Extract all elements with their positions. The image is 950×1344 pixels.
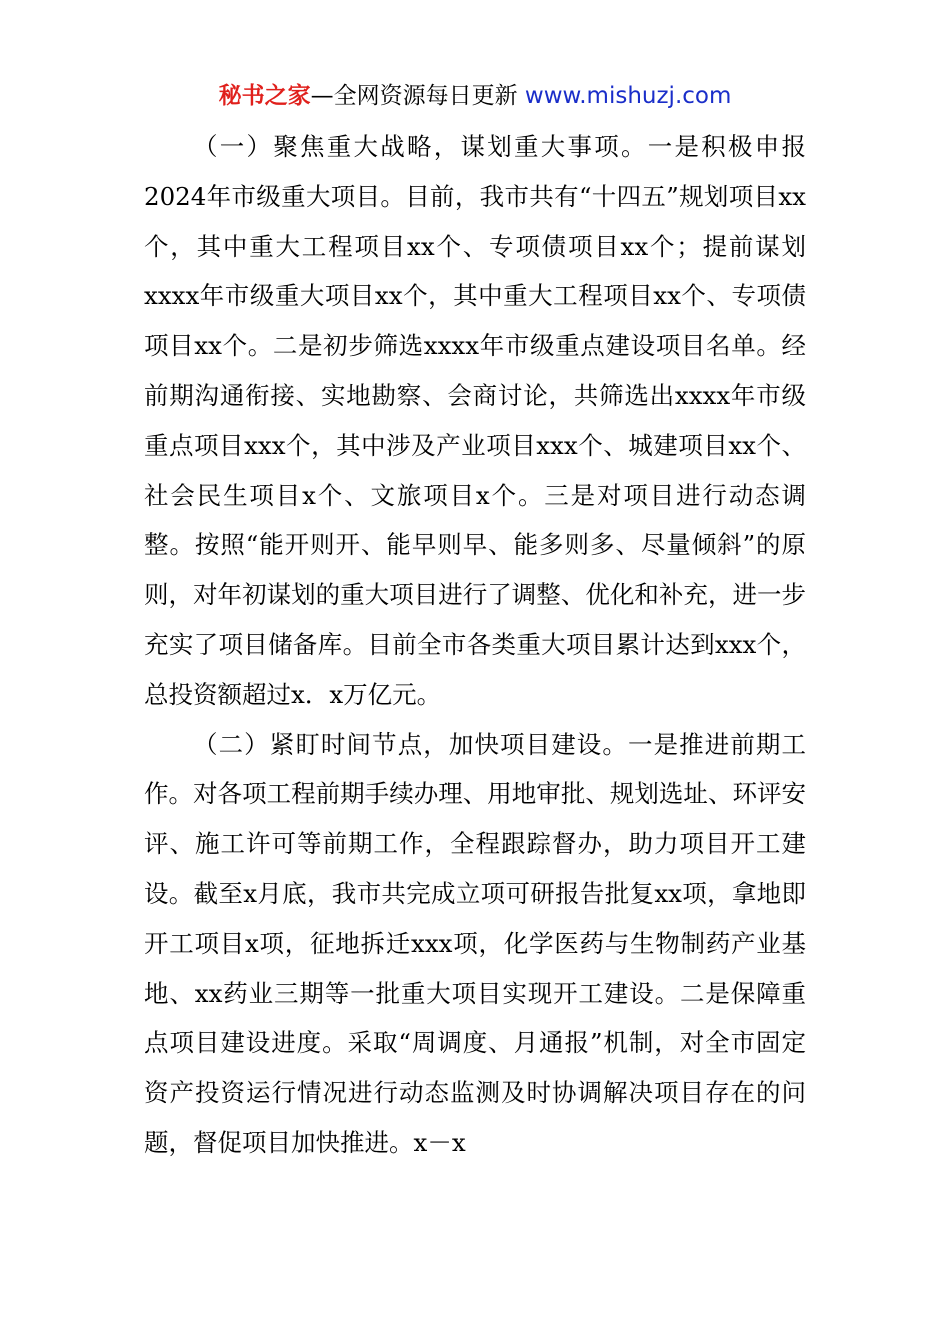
document-body <box>144 122 806 1168</box>
paragraph-1: （一）聚焦重大战略，谋划重大事项。一是积极申报2024年市级重大项目。目前，我市共有“十四五”规划项目xx个，其中重大工程项目xx个、专项债项目xx个；提前谋划xxxx年市级重大项目xx个，其中重大工程项目xx个、专项债项目xx个。二是初步筛选xxxx年市级重点建设项目名单。经前期沟通衔接、实地勘察、会商讨论，共筛选出xxxx年市级重点项目xxx个，其中涉及产业项目xxx个、城建项目xx个、社会民生项目x个、文旅项目x个。三是对项目进行动态调整。按照“能开则开、能早则早、能多则多、尽量倾斜”的原则，对年初谋划的重大项目进行了调整、优化和补充，进一步充实了项目储备库。目前全市各类重大项目累计达到xxx个，总投资额超过x．x万亿元。 <box>144 132 806 709</box>
page-header <box>0 80 950 112</box>
paragraph-2: （二）紧盯时间节点，加快项目建设。一是推进前期工作。对各项工程前期手续办理、用地审批、规划选址、环评安评、施工许可等前期工作，全程跟踪督办，助力项目开工建设。截至x月底，我市共完成立项可研报告批复xx项，拿地即开工项目x项，征地拆迁xxx项，化学医药与生物制药产业基地、xx药业三期等一批重大项目实现开工建设。二是保障重点项目建设进度。采取“周调度、月通报”机制，对全市固定资产投资运行情况进行动态监测及时协调解决项目存在的问题，督促项目加快推进。x－x <box>144 729 806 1157</box>
website-link[interactable]: www.mishuzj.com <box>524 83 732 109</box>
brand-name: 秘书之家 <box>218 83 311 109</box>
header-tagline: —全网资源每日更新 <box>310 83 525 109</box>
